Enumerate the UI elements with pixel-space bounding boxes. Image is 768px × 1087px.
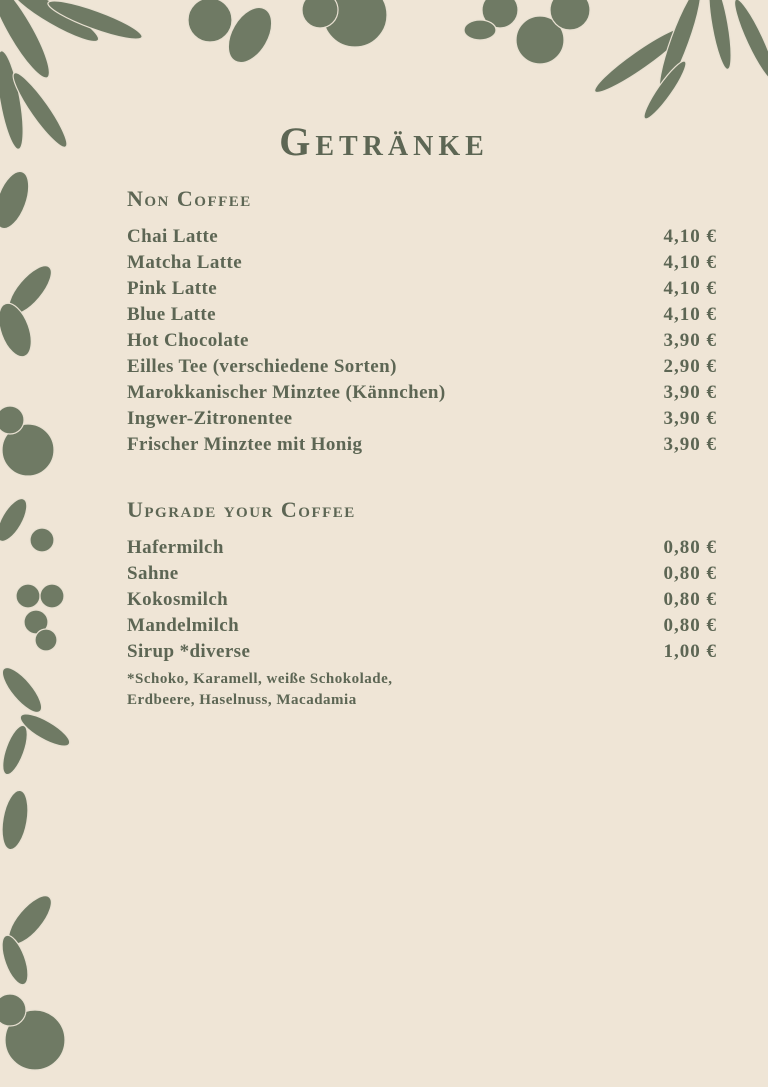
menu-item [127,226,717,252]
item-name: Marokkanischer Minztee (Kännchen) [127,382,446,403]
item-name: Hot Chocolate [127,330,249,351]
section-upgrade-coffee [127,497,717,711]
item-price: 0,80 € [663,589,717,610]
item-name: Hafermilch [127,537,224,558]
menu-item [127,537,717,563]
item-name: Blue Latte [127,304,216,325]
item-price: 0,80 € [663,563,717,584]
item-name: Sirup *diverse [127,641,251,662]
menu-item [127,356,717,382]
menu-item [127,615,717,641]
syrup-flavors-note [127,669,717,711]
item-price: 1,00 € [663,641,717,662]
item-price: 2,90 € [663,356,717,377]
item-name: Pink Latte [127,278,218,299]
item-price: 4,10 € [663,252,717,273]
item-price: 3,90 € [663,434,717,455]
menu-item [127,278,717,304]
section-heading: Upgrade your Coffee [127,497,356,522]
menu-item [127,589,717,615]
menu-item [127,304,717,330]
page-title: Getränke [279,119,489,164]
item-price: 4,10 € [663,226,717,247]
item-name: Mandelmilch [127,615,240,636]
item-price: 3,90 € [663,382,717,403]
note-line: *Schoko, Karamell, weiße Schokolade, [127,671,393,687]
item-price: 4,10 € [663,278,717,299]
item-name: Eilles Tee (verschiedene Sorten) [127,356,397,377]
item-name: Kokosmilch [127,589,229,610]
item-name: Matcha Latte [127,252,243,273]
item-price: 0,80 € [663,615,717,636]
menu-item [127,408,717,434]
item-price: 3,90 € [663,330,717,351]
item-price: 3,90 € [663,408,717,429]
section-non-coffee [127,186,717,460]
menu-item [127,641,717,667]
menu-item [127,434,717,460]
menu-item [127,563,717,589]
menu-item [127,330,717,356]
item-name: Ingwer-Zitronentee [127,408,293,429]
note-line: Erdbeere, Haselnuss, Macadamia [127,692,357,708]
item-name: Sahne [127,563,179,584]
item-price: 4,10 € [663,304,717,325]
menu-item [127,252,717,278]
item-name: Chai Latte [127,226,219,247]
menu-item [127,382,717,408]
item-price: 0,80 € [663,537,717,558]
item-name: Frischer Minztee mit Honig [127,434,363,455]
section-heading: Non Coffee [127,186,252,211]
